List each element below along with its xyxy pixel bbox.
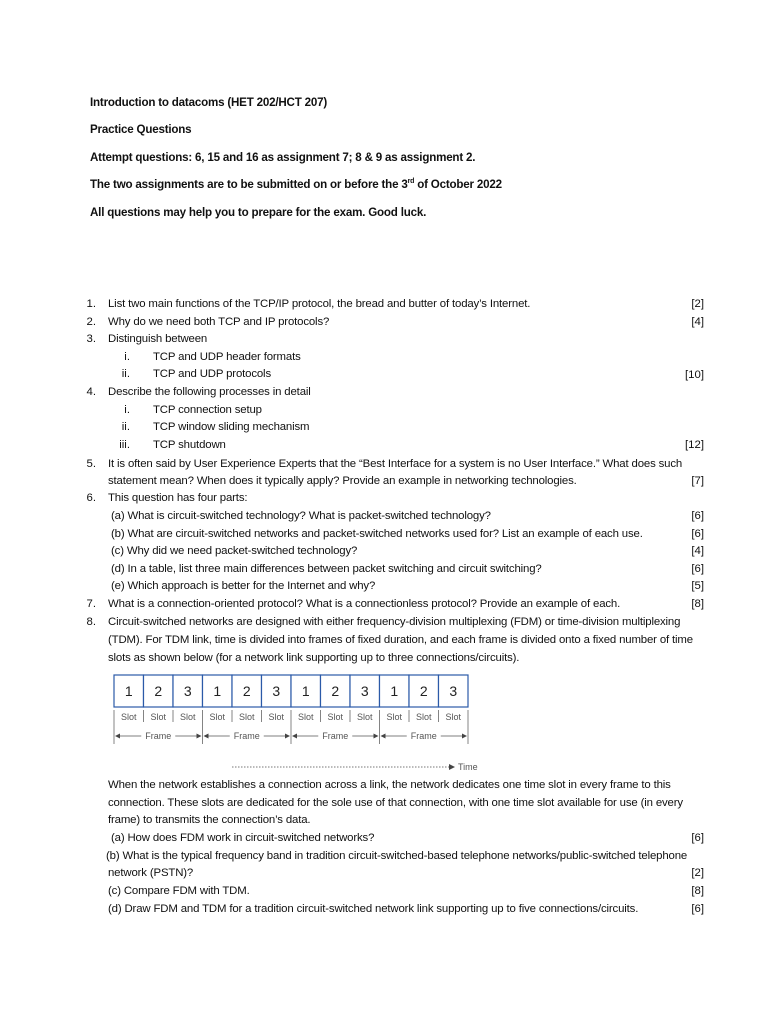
frame-span [115, 731, 202, 741]
question-8a-text: (a) How does FDM work in circuit-switched networks? [111, 832, 375, 844]
question-5-marks: [7] [691, 475, 704, 487]
slot-number: 3 [272, 683, 281, 699]
question-4-iii-number: iii. [119, 439, 130, 451]
question-8b-marks: [2] [691, 867, 704, 879]
slot-label: Slot [415, 712, 432, 722]
question-3-marks: [10] [685, 369, 704, 381]
slot-label: Slot [238, 712, 255, 722]
slot-number: 2 [242, 683, 251, 699]
question-6b-marks: [6] [691, 528, 704, 540]
attempt-instructions: Attempt questions: 6, 15 and 16 as assignment 7; 8 & 9 as assignment 2. [90, 151, 476, 164]
deadline-superscript: rd [407, 178, 415, 186]
question-8b-line2: network (PSTN)? [108, 867, 194, 879]
question-6e-marks: [5] [691, 580, 704, 592]
question-6a-marks: [6] [691, 510, 704, 522]
question-5-line2: statement mean? When does it typically apply? Provide an example in networking technologies. [108, 475, 577, 487]
question-8-para-line3: frame) to transmits the connection’s data. [108, 814, 311, 826]
question-8c-marks: [8] [691, 885, 704, 897]
question-1-marks: [2] [691, 298, 704, 310]
question-8a-marks: [6] [691, 832, 704, 844]
tdm-frame-diagram [112, 672, 492, 774]
slot-number: 1 [124, 683, 133, 699]
question-6-text: This question has four parts: [108, 492, 248, 504]
question-7-number: 7. [86, 598, 96, 610]
frame-span [292, 731, 379, 741]
arrow-right-icon [462, 734, 467, 739]
question-6c-marks: [4] [691, 545, 704, 557]
arrow-right-icon [374, 734, 379, 739]
arrow-left-icon [381, 734, 386, 739]
question-6d-marks: [6] [691, 563, 704, 575]
question-8-para-line2: connection. These slots are dedicated for the sole use of that connection, with one time slot available for use (in every [108, 797, 683, 809]
slot-number: 1 [301, 683, 310, 699]
time-label: Time [458, 762, 478, 772]
slot-label: Slot [386, 712, 403, 722]
slot-number: 2 [419, 683, 428, 699]
document-title: Introduction to datacoms (HET 202/HCT 207) [90, 96, 328, 109]
frame-label: Frame [233, 731, 260, 741]
question-5-number: 5. [86, 458, 96, 470]
frame-span [204, 731, 291, 741]
slot-number: 1 [390, 683, 399, 699]
question-4-number: 4. [86, 386, 96, 398]
slot-number: 1 [213, 683, 222, 699]
question-3-text: Distinguish between [108, 333, 208, 345]
slot-number: 2 [331, 683, 340, 699]
question-3-ii-text: TCP and UDP protocols [153, 368, 271, 380]
question-2-number: 2. [86, 316, 96, 328]
question-6c-text: (c) Why did we need packet-switched technology? [111, 545, 358, 557]
frame-label: Frame [322, 731, 349, 741]
question-3-i-number: i. [124, 351, 130, 363]
frame-span [381, 731, 468, 741]
question-8b-line1: (b) What is the typical frequency band in tradition circuit-switched-based telephone networks/public-switched telephone [106, 850, 688, 862]
arrow-right-icon [285, 734, 290, 739]
submission-deadline [90, 178, 502, 191]
question-3-number: 3. [86, 333, 96, 345]
question-4-iii-text: TCP shutdown [153, 439, 226, 451]
deadline-part1: The two assignments are to be submitted on or before the 3 [90, 178, 408, 191]
slot-number: 3 [183, 683, 192, 699]
frame-label: Frame [410, 731, 437, 741]
slot-number: 3 [449, 683, 458, 699]
question-4-marks: [12] [685, 439, 704, 451]
question-6a-text: (a) What is circuit-switched technology? What is packet-switched technology? [111, 510, 491, 522]
question-4-ii-text: TCP window sliding mechanism [153, 421, 310, 433]
document-subtitle: Practice Questions [90, 123, 192, 136]
question-7-text: What is a connection-oriented protocol? What is a connectionless protocol? Provide an example of each. [108, 598, 621, 610]
question-4-i-number: i. [124, 404, 130, 416]
question-8-line3: slots as shown below (for a network link supporting up to three connections/circuits). [108, 652, 520, 664]
slot-label: Slot [327, 712, 344, 722]
slot-label: Slot [268, 712, 285, 722]
question-3-ii-number: ii. [121, 368, 130, 380]
slot-label: Slot [297, 712, 314, 722]
arrow-right-icon [197, 734, 202, 739]
time-axis [232, 762, 478, 772]
question-6d-text: (d) In a table, list three main differences between packet switching and circuit switching? [111, 563, 542, 575]
question-3-i-text: TCP and UDP header formats [153, 351, 301, 363]
question-6-number: 6. [86, 492, 96, 504]
question-4-text: Describe the following processes in detail [108, 386, 311, 398]
question-6e-text: (e) Which approach is better for the Internet and why? [111, 580, 376, 592]
slot-number: 3 [360, 683, 369, 699]
deadline-part2: of October 2022 [414, 178, 502, 191]
question-8d-marks: [6] [691, 903, 704, 915]
slot-label: Slot [356, 712, 373, 722]
arrow-left-icon [204, 734, 209, 739]
good-luck-note: All questions may help you to prepare for the exam. Good luck. [90, 206, 427, 219]
question-1-number: 1. [86, 298, 96, 310]
slot-label: Slot [179, 712, 196, 722]
question-1-text: List two main functions of the TCP/IP protocol, the bread and butter of today’s Internet. [108, 298, 531, 310]
time-arrow-icon [449, 764, 455, 770]
frame-label: Frame [145, 731, 172, 741]
slot-label: Slot [150, 712, 167, 722]
question-8-para-line1: When the network establishes a connection across a link, the network dedicates one time slot in every frame to this [108, 779, 671, 791]
question-8c-text: (c) Compare FDM with TDM. [108, 885, 250, 897]
slot-number: 2 [154, 683, 163, 699]
arrow-left-icon [115, 734, 120, 739]
question-2-text: Why do we need both TCP and IP protocols? [108, 316, 330, 328]
question-7-marks: [8] [691, 598, 704, 610]
question-8d-text: (d) Draw FDM and TDM for a tradition circuit-switched network link supporting up to five connections/circuits. [108, 903, 639, 915]
slot-label: Slot [445, 712, 462, 722]
question-2-marks: [4] [691, 316, 704, 328]
question-4-ii-number: ii. [121, 421, 130, 433]
question-6b-text: (b) What are circuit-switched networks and packet-switched networks used for? List an example of each use. [111, 528, 643, 540]
slot-label: Slot [209, 712, 226, 722]
slot-label: Slot [120, 712, 137, 722]
question-5-line1: It is often said by User Experience Experts that the “Best Interface for a system is no User Interface.” What does such [108, 458, 683, 470]
arrow-left-icon [292, 734, 297, 739]
question-8-number: 8. [86, 616, 96, 628]
question-4-i-text: TCP connection setup [153, 404, 262, 416]
question-8-line1: Circuit-switched networks are designed with either frequency-division multiplexing (FDM) or time-division multiplexing [108, 616, 681, 628]
question-8-line2: (TDM). For TDM link, time is divided into frames of fixed duration, and each frame is divided onto a fixed number of time [108, 634, 693, 646]
